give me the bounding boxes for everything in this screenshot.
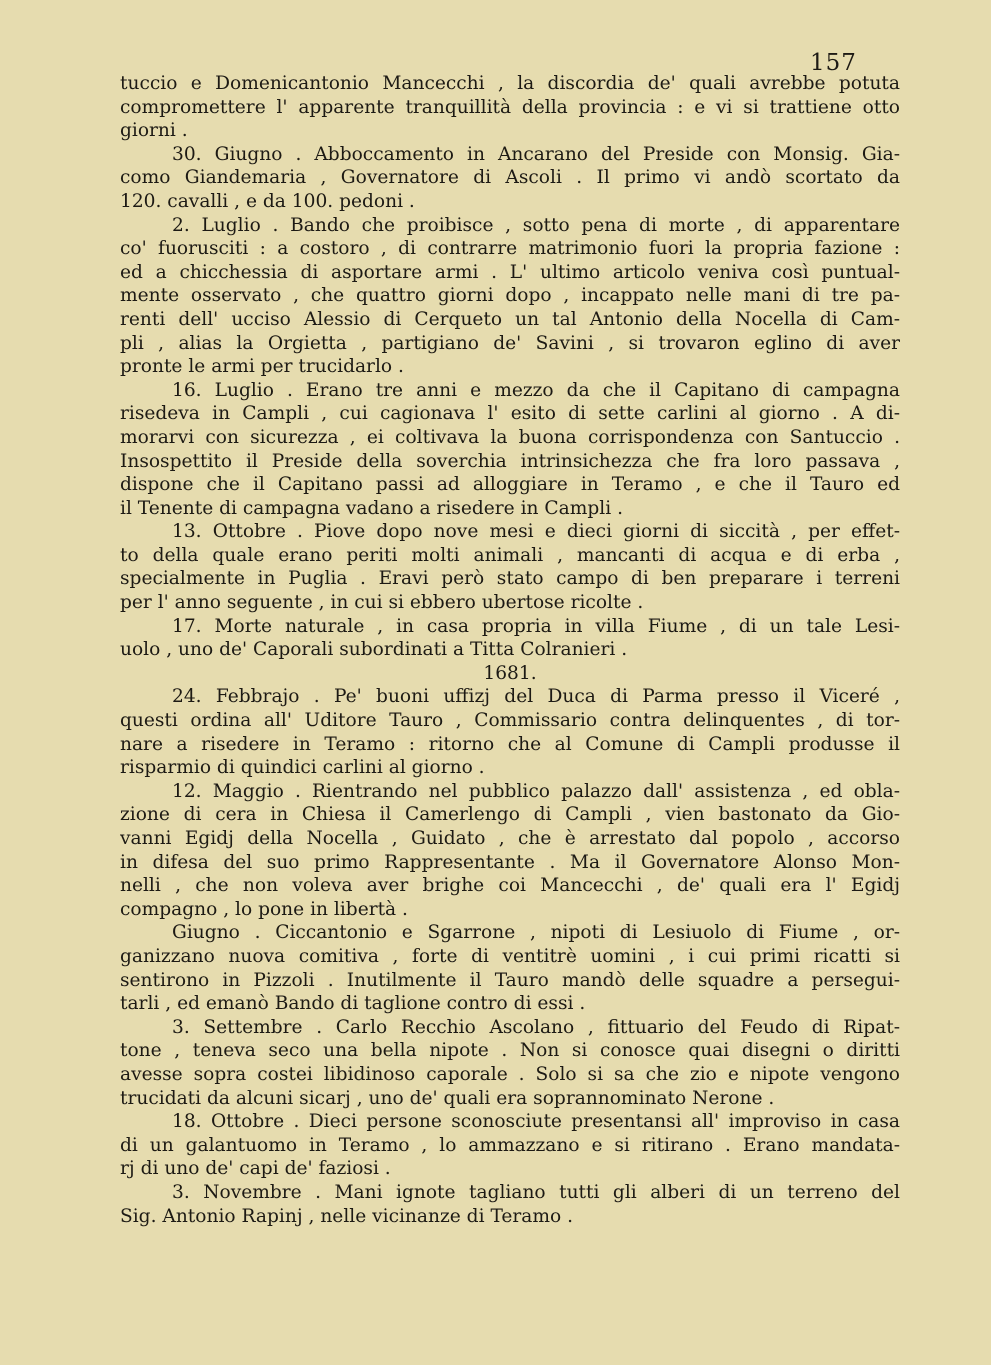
text-line: risparmio di quindici carlini al giorno .: [120, 757, 485, 779]
text-line: 16. Luglio . Erano tre anni e mezzo da che il Capitano di campagna: [172, 379, 900, 401]
text-line: 13. Ottobre . Piove dopo nove mesi e dieci giorni di siccità , per effet-: [172, 521, 900, 543]
text-line: risedeva in Campli , cui cagionava l' esito di sette carlini al giorno . A di-: [120, 403, 900, 425]
text-line: morarvi con sicurezza , ei coltivava la buona corrispondenza con Santuccio .: [120, 426, 900, 448]
text-line: ed a chicchessia di asportare armi . L' ultimo articolo veniva così puntual-: [120, 261, 900, 283]
text-line: il Tenente di campagna vadano a risedere in Campli .: [120, 497, 623, 519]
text-line: specialmente in Puglia . Eravi però stato campo di ben preparare i terreni: [120, 568, 900, 590]
text-line: in difesa del suo primo Rappresentante . Ma il Governatore Alonso Mon-: [120, 851, 900, 873]
text-line: renti dell' ucciso Alessio di Cerqueto un tal Antonio della Nocella di Cam-: [120, 308, 900, 330]
text-line: to della quale erano periti molti animali , mancanti di acqua e di erba ,: [120, 544, 900, 566]
text-line: 12. Maggio . Rientrando nel pubblico palazzo dall' assistenza , ed obla-: [172, 780, 900, 802]
text-line: pronte le armi per trucidarlo .: [120, 356, 404, 378]
text-line: compromettere l' apparente tranquillità della provincia : e vi si trattiene otto: [120, 96, 900, 118]
text-line: 3. Novembre . Mani ignote tagliano tutti gli alberi di un terreno del: [172, 1181, 900, 1203]
text-line: ganizzano nuova comitiva , forte di ventitrè uomini , i cui primi ricatti si: [120, 945, 900, 967]
text-line: avesse sopra costei libidinoso caporale . Solo si sa che zio e nipote vengono: [120, 1063, 900, 1085]
year-heading: 1681.: [483, 662, 537, 684]
text-line: giorni .: [120, 120, 188, 142]
text-line: 24. Febbrajo . Pe' buoni uffizj del Duca di Parma presso il Viceré ,: [172, 686, 900, 708]
text-line: di un galantuomo in Teramo , lo ammazzano e si ritirano . Erano mandata-: [120, 1134, 900, 1156]
text-line: 30. Giugno . Abboccamento in Ancarano del Preside con Monsig. Gia-: [172, 143, 900, 165]
text-line: uolo , uno de' Caporali subordinati a Titta Colranieri .: [120, 639, 628, 661]
text-line: 3. Settembre . Carlo Recchio Ascolano , fittuario del Feudo di Ripat-: [172, 1016, 900, 1038]
text-line: sentirono in Pizzoli . Inutilmente il Tauro mandò delle squadre a persegui-: [120, 969, 900, 991]
page-number: 157: [810, 50, 857, 76]
text-line: tuccio e Domenicantonio Mancecchi , la discordia de' quali avrebbe potuta: [120, 73, 900, 94]
text-line: mente osservato , che quattro giorni dopo , incappato nelle mani di tre pa-: [120, 285, 900, 307]
chronicle-text: [120, 72, 900, 1228]
text-line: zione di cera in Chiesa il Camerlengo di Campli , vien bastonato da Gio-: [120, 804, 900, 826]
text-line: nelli , che non voleva aver brighe coi Mancecchi , de' quali era l' Egidj: [120, 875, 900, 897]
text-line: Giugno . Ciccantonio e Sgarrone , nipoti di Lesiuolo di Fiume , or-: [172, 922, 900, 944]
text-line: nare a risedere in Teramo : ritorno che al Comune di Campli produsse il: [120, 733, 900, 755]
text-line: como Giandemaria , Governatore di Ascoli . Il primo vi andò scortato da: [120, 167, 900, 189]
text-line: compagno , lo pone in libertà .: [120, 898, 408, 920]
text-line: vanni Egidj della Nocella , Guidato , che è arrestato dal popolo , accorso: [120, 828, 900, 849]
text-line: 18. Ottobre . Dieci persone sconosciute presentansi all' improviso in casa: [172, 1111, 900, 1133]
text-line: Insospettito il Preside della soverchia intrinsichezza che fra loro passava ,: [120, 450, 900, 472]
text-line: 2. Luglio . Bando che proibisce , sotto pena di morte , di apparentare: [172, 214, 900, 236]
text-line: 120. cavalli , e da 100. pedoni .: [120, 190, 415, 212]
text-line: tarli , ed emanò Bando di taglione contro di essi .: [120, 993, 586, 1015]
text-line: rj di uno de' capi de' faziosi .: [120, 1158, 391, 1180]
text-line: tone , teneva seco una bella nipote . Non si conosce quai disegni o diritti: [120, 1040, 900, 1062]
text-line: questi ordina all' Uditore Tauro , Commissario contra delinquentes , di tor-: [120, 710, 900, 732]
text-line: dispone che il Capitano passi ad alloggiare in Teramo , e che il Tauro ed: [120, 474, 900, 496]
text-line: co' fuorusciti : a costoro , di contrarre matrimonio fuori la propria fazione :: [120, 238, 900, 260]
text-line: Sig. Antonio Rapinj , nelle vicinanze di Teramo .: [120, 1205, 574, 1227]
text-line: trucidati da alcuni sicarj , uno de' quali era soprannominato Nerone .: [120, 1087, 775, 1109]
text-line: pli , alias la Orgietta , partigiano de' Savini , si trovaron eglino di aver: [120, 332, 900, 354]
text-line: 17. Morte naturale , in casa propria in villa Fiume , di un tale Lesi-: [172, 615, 900, 637]
text-line: per l' anno seguente , in cui si ebbero ubertose ricolte .: [120, 592, 644, 614]
